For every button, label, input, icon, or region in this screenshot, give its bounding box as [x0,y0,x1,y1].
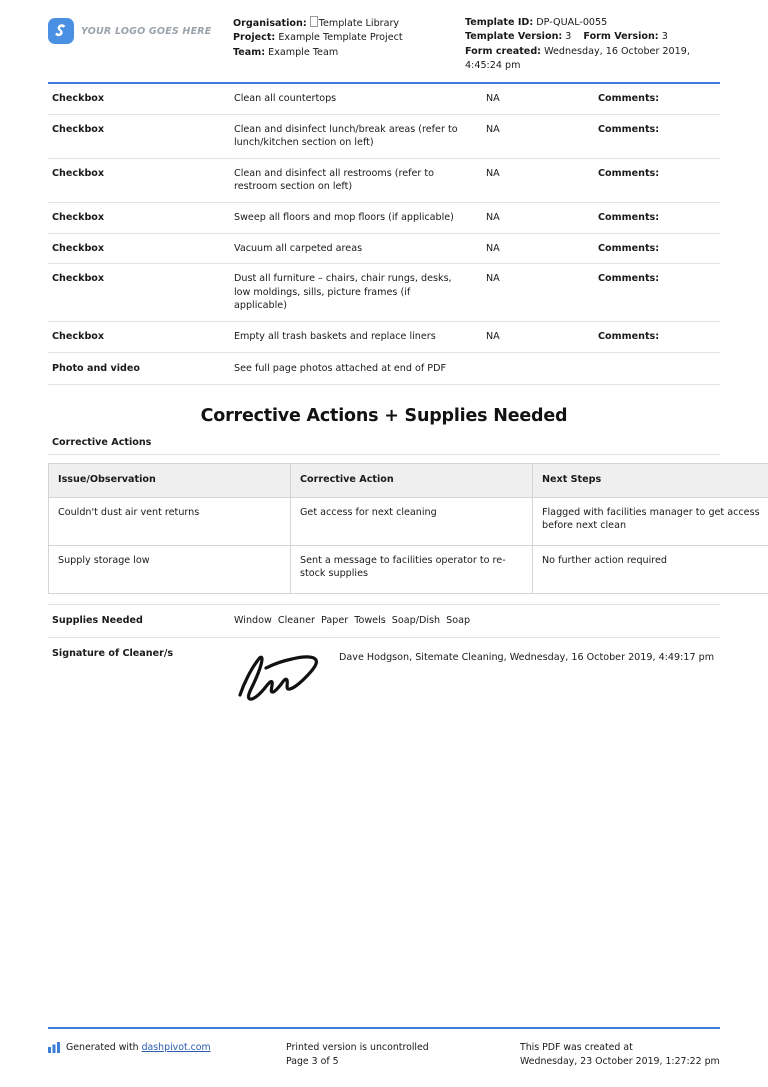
table-row [48,264,720,322]
row-value: NA [486,158,598,202]
company-logo-icon [48,18,74,44]
row-comments-label: Comments: [598,84,720,114]
missing-glyph-icon [310,16,318,27]
row-description: Clean and disinfect lunch/break areas (refer to lunch/kitchen section on left) [234,114,486,158]
template-version-value: 3 [565,31,572,43]
table-row [48,84,720,114]
row-comments-label: Comments: [598,321,720,352]
photo-row-label: Photo and video [48,352,234,385]
team-label: Team: [233,46,266,58]
document-footer [48,1027,720,1069]
row-comments-label: Comments: [598,158,720,202]
logo-placeholder-text: YOUR LOGO GOES HERE [81,25,212,37]
printed-version-notice: Printed version is uncontrolled [286,1041,429,1053]
template-id-label: Template ID: [465,17,534,28]
footer-generated-block [48,1041,286,1069]
page-number: Page 3 of 5 [286,1055,339,1067]
row-description: Clean and disinfect all restrooms (refer to restroom section on left) [234,158,486,202]
corrective-actions-label: Corrective Actions [48,426,720,455]
row-comments-label: Comments: [598,202,720,233]
form-version-value: 3 [661,31,668,43]
row-label: Checkbox [48,158,234,202]
template-id-line [465,16,720,30]
supplies-value: Window Cleaner Paper Towels Soap/Dish Soap [234,604,720,637]
version-line [465,30,720,44]
row-description: Clean all countertops [234,84,486,114]
row-value: NA [486,321,598,352]
footer-columns [48,1029,720,1069]
corrective-actions-table [48,463,768,594]
row-value: NA [486,264,598,322]
signature-content [234,647,720,705]
row-label: Checkbox [48,114,234,158]
checklist-body [48,84,720,385]
corrective-actions-head [49,464,768,498]
table-row [49,545,768,593]
bar-chart-icon [48,1041,60,1053]
table-row [48,202,720,233]
signature-text: Dave Hodgson, Sitemate Cleaning, Wednesday, 16 October 2019, 4:49:17 pm [339,651,715,663]
form-created-label: Form created: [465,45,542,57]
row-label: Checkbox [48,321,234,352]
table-row [48,158,720,202]
template-version-label: Template Version: [465,31,563,43]
row-description: Vacuum all carpeted areas [234,233,486,264]
dashpivot-link[interactable]: dashpivot.com [141,1041,211,1053]
checklist-table [48,84,720,385]
footer-print-block [286,1041,520,1069]
project-line [233,31,465,45]
pdf-created-notice: This PDF was created at [520,1041,633,1053]
table-header-row [49,464,768,498]
row-comments-label: Comments: [598,264,720,322]
row-comments-label: Comments: [598,114,720,158]
row-value: NA [486,84,598,114]
photo-row-description: See full page photos attached at end of PDF [234,352,720,385]
supplies-signature-table [48,604,720,717]
supplies-label: Supplies Needed [48,604,234,637]
cell-issue: Supply storage low [49,545,291,593]
row-label: Checkbox [48,264,234,322]
column-header-issue: Issue/Observation [49,464,291,498]
footer-generated-text [66,1041,211,1055]
table-row [48,321,720,352]
row-value: NA [486,202,598,233]
table-row [48,233,720,264]
generated-prefix: Generated with [66,1041,142,1053]
supplies-row [48,604,720,637]
table-row [48,114,720,158]
column-header-next-steps: Next Steps [533,464,768,498]
organisation-line [233,16,465,31]
signature-image [234,647,339,705]
column-header-action: Corrective Action [291,464,533,498]
project-value: Example Template Project [278,32,403,44]
template-id-value: DP-QUAL-0055 [536,17,608,28]
signature-row [48,637,720,717]
pdf-created-date: Wednesday, 23 October 2019, 1:27:22 pm [520,1055,720,1067]
cell-next-steps: No further action required [533,545,768,593]
form-created-line [465,45,720,74]
cell-next-steps: Flagged with facilities manager to get access before next clean [533,497,768,545]
document-header [48,0,720,76]
signature-cell [234,637,720,717]
corrective-actions-body [49,497,768,593]
form-created-value: Wednesday, 16 October 2019, 4:45:24 pm [465,45,690,71]
row-value: NA [486,114,598,158]
organisation-label: Organisation: [233,18,307,29]
table-row [49,497,768,545]
row-comments-label: Comments: [598,233,720,264]
cell-action: Get access for next cleaning [291,497,533,545]
team-value: Example Team [268,46,339,58]
row-description: Dust all furniture – chairs, chair rungs, desks, low moldings, sills, picture frames (if applicable) [234,264,486,322]
organisation-value: Template Library [318,18,400,29]
row-value: NA [486,233,598,264]
corrective-actions-section [48,455,760,594]
team-line [233,46,465,60]
cell-action: Sent a message to facilities operator to re-stock supplies [291,545,533,593]
page-title: Corrective Actions + Supplies Needed [200,406,568,427]
logo-block [48,14,233,44]
photo-and-video-row [48,352,720,385]
footer-created-block [520,1041,720,1069]
project-label: Project: [233,32,276,44]
row-label: Checkbox [48,84,234,114]
row-label: Checkbox [48,202,234,233]
cell-issue: Couldn't dust air vent returns [49,497,291,545]
header-meta-right [465,14,720,73]
row-description: Sweep all floors and mop floors (if applicable) [234,202,486,233]
signature-label: Signature of Cleaner/s [48,637,234,717]
row-description: Empty all trash baskets and replace liners [234,321,486,352]
row-label: Checkbox [48,233,234,264]
header-meta-left [233,14,465,60]
supplies-signature-body [48,604,720,717]
form-version-label: Form Version: [583,31,659,43]
